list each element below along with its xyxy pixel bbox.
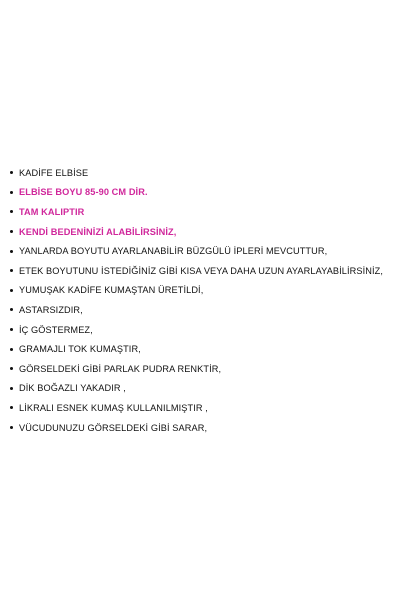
feature-item [10, 261, 398, 281]
feature-text: GRAMAJLI TOK KUMAŞTIR, [19, 344, 141, 355]
feature-text: ASTARSIZDIR, [19, 304, 83, 315]
bullet-icon [10, 230, 13, 233]
bullet-icon [10, 328, 13, 331]
bullet-icon [10, 289, 13, 292]
bullet-icon [10, 426, 13, 429]
feature-text: İÇ GÖSTERMEZ, [19, 324, 93, 335]
feature-item [10, 398, 398, 418]
feature-item [10, 320, 398, 340]
feature-item [10, 300, 398, 320]
feature-item [10, 359, 398, 379]
feature-item [10, 202, 398, 222]
feature-item [10, 379, 398, 399]
feature-item [10, 339, 398, 359]
feature-item [10, 418, 398, 438]
feature-text: LİKRALI ESNEK KUMAŞ KULLANILMIŞTIR , [19, 402, 208, 413]
bullet-icon [10, 406, 13, 409]
feature-text: YUMUŞAK KADİFE KUMAŞTAN ÜRETİLDİ, [19, 285, 204, 296]
feature-text: KENDİ BEDENİNİZİ ALABİLİRSİNİZ, [19, 226, 177, 237]
bullet-icon [10, 250, 13, 253]
feature-text: ETEK BOYUTUNU İSTEDİĞİNİZ GİBİ KISA VEYA DAHA UZUN AYARLAYABİLİRSİNİZ, [19, 265, 384, 276]
feature-text: KADİFE ELBİSE [19, 167, 89, 178]
bullet-icon [10, 348, 13, 351]
bullet-icon [10, 171, 13, 174]
feature-item [10, 281, 398, 301]
feature-text: ELBİSE BOYU 85-90 CM DİR. [19, 187, 148, 198]
feature-item [10, 163, 398, 183]
product-feature-list [10, 163, 398, 437]
bullet-icon [10, 269, 13, 272]
feature-item [10, 241, 398, 261]
bullet-icon [10, 191, 13, 194]
feature-text: GÖRSELDEKİ GİBİ PARLAK PUDRA RENKTİR, [19, 363, 222, 374]
feature-item [10, 183, 398, 203]
bullet-icon [10, 387, 13, 390]
bullet-icon [10, 210, 13, 213]
bullet-icon [10, 367, 13, 370]
feature-item [10, 222, 398, 242]
feature-text: TAM KALIPTIR [19, 206, 85, 217]
feature-text: DİK BOĞAZLI YAKADIR , [19, 383, 126, 394]
feature-text: YANLARDA BOYUTU AYARLANABİLİR BÜZGÜLÜ İPLERİ MEVCUTTUR, [19, 246, 328, 257]
bullet-icon [10, 308, 13, 311]
feature-text: VÜCUDUNUZU GÖRSELDEKİ GİBİ SARAR, [19, 422, 208, 433]
